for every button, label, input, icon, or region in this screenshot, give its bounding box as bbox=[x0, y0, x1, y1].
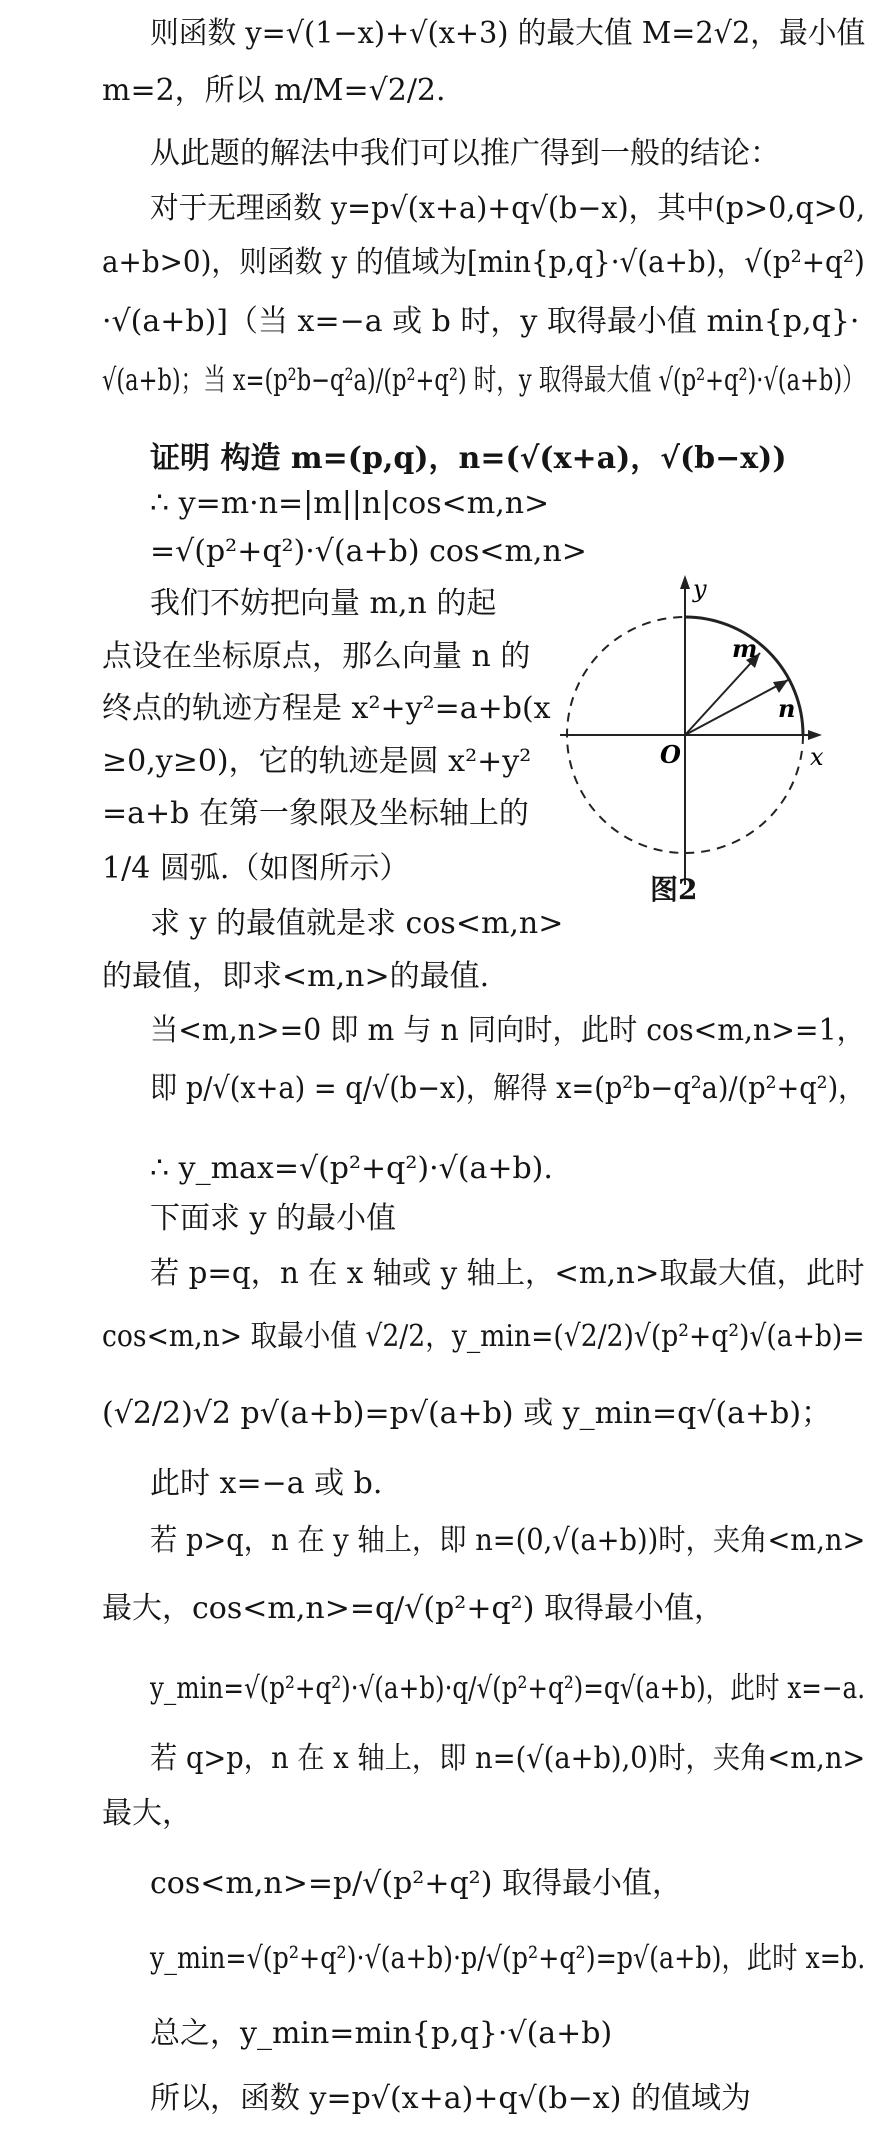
text-line: 当<m,n>=0 即 m 与 n 同向时，此时 cos<m,n>=1， bbox=[150, 1013, 865, 1048]
text-line: cos<m,n> 取最小值 √2/2，y_min=(√2/2)√(p²+q²)√(a+b)= bbox=[102, 1319, 865, 1354]
text-line: ∴ y_max=√(p²+q²)·√(a+b). bbox=[150, 1151, 553, 1186]
x-axis-arrow-icon bbox=[808, 730, 822, 740]
text-line: ≥0,y≥0)，它的轨迹是圆 x²+y² bbox=[102, 744, 532, 779]
y-axis-arrow-icon bbox=[680, 575, 690, 589]
text-line: a+b>0)，则函数 y 的值域为[min{p,q}·√(a+b)，√(p²+q²) bbox=[102, 245, 865, 280]
text-line: 总之，y_min=min{p,q}·√(a+b) bbox=[150, 2016, 613, 2051]
text-line: =a+b 在第一象限及坐标轴上的 bbox=[102, 796, 529, 831]
text-line: 求 y 的最值就是求 cos<m,n> bbox=[150, 906, 564, 941]
proof-heading-line: 证明 构造 m=(p,q)，n=(√(x+a)，√(b−x)) bbox=[150, 441, 787, 476]
origin-label: O bbox=[660, 740, 681, 769]
text-line: cos<m,n>=p/√(p²+q²) 取得最小值， bbox=[150, 1866, 682, 1901]
text-line: 最大， bbox=[102, 1796, 192, 1831]
y-axis-label: y bbox=[693, 575, 707, 603]
text-line: 此时 x=−a 或 b. bbox=[150, 1466, 383, 1501]
text-line: 下面求 y 的最小值 bbox=[150, 1201, 397, 1236]
circle-diagram bbox=[560, 565, 830, 895]
text-line: =√(p²+q²)·√(a+b) cos<m,n> bbox=[150, 534, 587, 569]
text-line: 若 q>p，n 在 x 轴上，即 n=(√(a+b),0)时，夹角<m,n> bbox=[150, 1741, 866, 1776]
vector-m-label: m bbox=[732, 634, 758, 663]
vector-m bbox=[685, 653, 760, 735]
text-line: 的最值，即求<m,n>的最值. bbox=[102, 959, 490, 994]
vector-n-label: n bbox=[778, 694, 796, 723]
text-line: 若 p>q，n 在 y 轴上，即 n=(0,√(a+b))时，夹角<m,n> bbox=[150, 1523, 866, 1558]
text-line: 点设在坐标原点，那么向量 n 的 bbox=[102, 639, 531, 674]
text-line: 终点的轨迹方程是 x²+y²=a+b(x bbox=[102, 691, 551, 726]
text-line: y_min=√(p²+q²)·√(a+b)·q/√(p²+q²)=q√(a+b)，此时 x=−a. bbox=[150, 1671, 866, 1706]
text-line: 所以，函数 y=p√(x+a)+q√(b−x) 的值域为 bbox=[150, 2081, 751, 2116]
text-line: 若 p=q，n 在 x 轴或 y 轴上，<m,n>取最大值，此时 bbox=[150, 1256, 865, 1291]
text-line: ·√(a+b)]（当 x=−a 或 b 时，y 取得最小值 min{p,q}· bbox=[102, 304, 860, 339]
vector-n bbox=[685, 680, 788, 735]
text-line: m=2，所以 m/M=√2/2. bbox=[102, 73, 446, 108]
text-line: (√2/2)√2 p√(a+b)=p√(a+b) 或 y_min=q√(a+b)； bbox=[102, 1396, 832, 1431]
text-line: 1/4 圆弧.（如图所示） bbox=[102, 851, 410, 886]
text-line: 对于无理函数 y=p√(x+a)+q√(b−x)，其中(p>0,q>0, bbox=[150, 191, 866, 226]
x-axis-label: x bbox=[810, 743, 824, 771]
text-line: 从此题的解法中我们可以推广得到一般的结论： bbox=[150, 136, 780, 171]
figure-caption: 图2 bbox=[650, 873, 698, 906]
text-line: ∴ y=m·n=|m||n|cos<m,n> bbox=[150, 486, 550, 521]
text-line: 我们不妨把向量 m,n 的起 bbox=[150, 586, 497, 621]
text-line: √(a+b)；当 x=(p²b−q²a)/(p²+q²) 时，y 取得最大值 √(p²+q²)·√(a+b)） bbox=[102, 363, 865, 398]
text-line: 即 p/√(x+a) = q/√(b−x)，解得 x=(p²b−q²a)/(p²+q²)， bbox=[150, 1071, 866, 1106]
text-line: y_min=√(p²+q²)·√(a+b)·p/√(p²+q²)=p√(a+b)，此时 x=b. bbox=[150, 1941, 866, 1976]
text-line: 则函数 y=√(1−x)+√(x+3) 的最大值 M=2√2，最小值 bbox=[150, 16, 866, 51]
text-line: 最大，cos<m,n>=q/√(p²+q²) 取得最小值， bbox=[102, 1591, 724, 1626]
